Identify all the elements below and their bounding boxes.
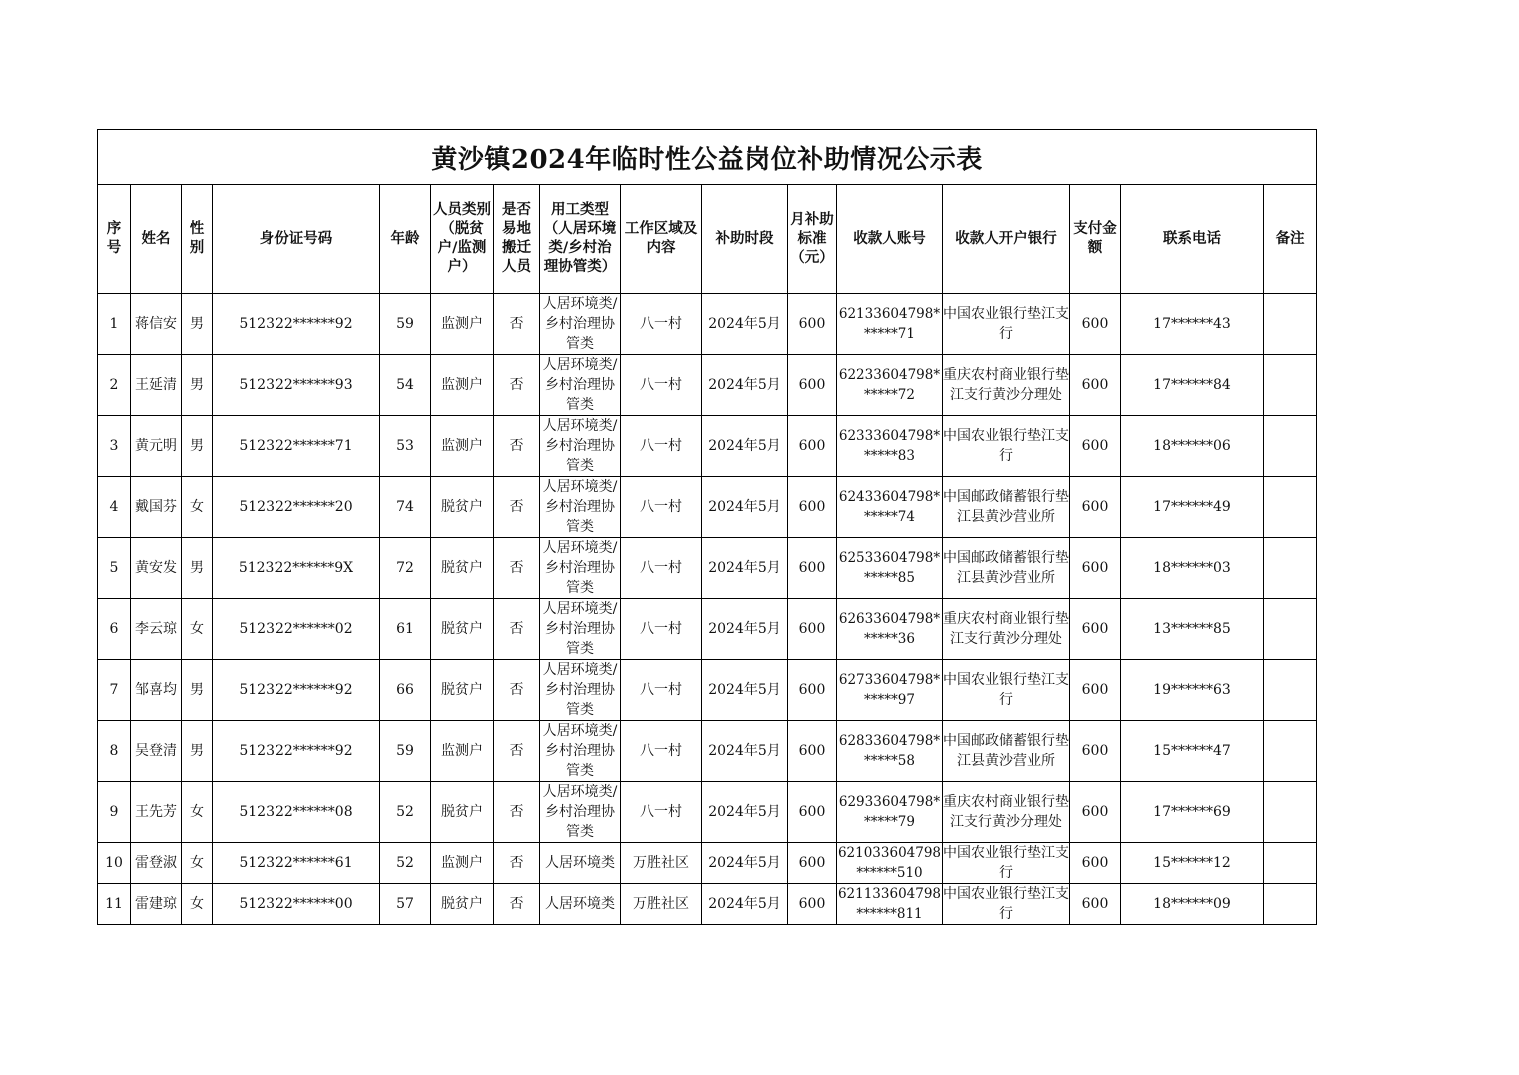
cell-period: 2024年5月 [702, 538, 788, 599]
table-row [98, 843, 1317, 884]
cell-amount: 600 [1070, 721, 1121, 782]
cell-age: 57 [380, 884, 431, 925]
cell-note [1264, 538, 1317, 599]
cell-category: 脱贫户 [431, 599, 494, 660]
cell-monthly-standard: 600 [788, 782, 837, 843]
cell-phone: 15******47 [1121, 721, 1264, 782]
cell-bank: 中国邮政储蓄银行垫江县黄沙营业所 [943, 538, 1070, 599]
cell-gender: 男 [182, 416, 213, 477]
cell-no: 6 [98, 599, 131, 660]
cell-work-area: 八一村 [621, 782, 702, 843]
cell-category: 脱贫户 [431, 782, 494, 843]
cell-id-number: 512322******02 [213, 599, 380, 660]
header-id-number: 身份证号码 [213, 185, 380, 294]
cell-work-area: 八一村 [621, 355, 702, 416]
cell-period: 2024年5月 [702, 721, 788, 782]
cell-phone: 17******49 [1121, 477, 1264, 538]
cell-relocated: 否 [494, 538, 540, 599]
cell-name: 李云琼 [131, 599, 182, 660]
cell-monthly-standard: 600 [788, 294, 837, 355]
cell-monthly-standard: 600 [788, 416, 837, 477]
cell-name: 蒋信安 [131, 294, 182, 355]
cell-account: 62233604798******72 [837, 355, 943, 416]
cell-name: 雷建琼 [131, 884, 182, 925]
table-row [98, 538, 1317, 599]
cell-bank: 中国邮政储蓄银行垫江县黄沙营业所 [943, 721, 1070, 782]
cell-relocated: 否 [494, 477, 540, 538]
cell-period: 2024年5月 [702, 660, 788, 721]
cell-period: 2024年5月 [702, 843, 788, 884]
cell-account: 62933604798******79 [837, 782, 943, 843]
cell-amount: 600 [1070, 843, 1121, 884]
table-row [98, 660, 1317, 721]
cell-id-number: 512322******00 [213, 884, 380, 925]
table-row [98, 721, 1317, 782]
header-work-area: 工作区域及内容 [621, 185, 702, 294]
cell-note [1264, 782, 1317, 843]
public-notice-sheet [97, 129, 1317, 925]
cell-period: 2024年5月 [702, 884, 788, 925]
cell-account: 62533604798******85 [837, 538, 943, 599]
cell-id-number: 512322******92 [213, 294, 380, 355]
cell-phone: 18******03 [1121, 538, 1264, 599]
cell-no: 10 [98, 843, 131, 884]
cell-job-type: 人居环境类 [540, 843, 621, 884]
cell-job-type: 人居环境类/乡村治理协管类 [540, 355, 621, 416]
cell-gender: 男 [182, 355, 213, 416]
cell-phone: 17******69 [1121, 782, 1264, 843]
cell-bank: 中国农业银行垫江支行 [943, 884, 1070, 925]
cell-amount: 600 [1070, 884, 1121, 925]
cell-name: 戴国芬 [131, 477, 182, 538]
table-row [98, 477, 1317, 538]
cell-monthly-standard: 600 [788, 355, 837, 416]
cell-name: 王延清 [131, 355, 182, 416]
cell-work-area: 八一村 [621, 294, 702, 355]
cell-relocated: 否 [494, 355, 540, 416]
header-category: 人员类别（脱贫户/监测户） [431, 185, 494, 294]
cell-account: 62433604798******74 [837, 477, 943, 538]
cell-monthly-standard: 600 [788, 884, 837, 925]
cell-category: 监测户 [431, 355, 494, 416]
cell-id-number: 512322******08 [213, 782, 380, 843]
cell-age: 72 [380, 538, 431, 599]
cell-no: 9 [98, 782, 131, 843]
cell-age: 52 [380, 782, 431, 843]
cell-note [1264, 884, 1317, 925]
cell-work-area: 八一村 [621, 599, 702, 660]
cell-age: 74 [380, 477, 431, 538]
cell-category: 监测户 [431, 843, 494, 884]
cell-bank: 重庆农村商业银行垫江支行黄沙分理处 [943, 355, 1070, 416]
header-monthly-standard: 月补助标准（元） [788, 185, 837, 294]
cell-bank: 中国邮政储蓄银行垫江县黄沙营业所 [943, 477, 1070, 538]
cell-work-area: 八一村 [621, 538, 702, 599]
header-job-type: 用工类型（人居环境类/乡村治理协管类） [540, 185, 621, 294]
cell-account: 62133604798******71 [837, 294, 943, 355]
cell-phone: 18******06 [1121, 416, 1264, 477]
cell-account: 62833604798******58 [837, 721, 943, 782]
cell-no: 8 [98, 721, 131, 782]
cell-work-area: 八一村 [621, 477, 702, 538]
cell-amount: 600 [1070, 294, 1121, 355]
header-amount: 支付金额 [1070, 185, 1121, 294]
cell-phone: 18******09 [1121, 884, 1264, 925]
cell-category: 脱贫户 [431, 477, 494, 538]
cell-gender: 女 [182, 782, 213, 843]
cell-age: 59 [380, 721, 431, 782]
cell-note [1264, 355, 1317, 416]
cell-gender: 女 [182, 599, 213, 660]
table-row [98, 294, 1317, 355]
header-period: 补助时段 [702, 185, 788, 294]
cell-job-type: 人居环境类/乡村治理协管类 [540, 599, 621, 660]
cell-job-type: 人居环境类/乡村治理协管类 [540, 538, 621, 599]
cell-age: 59 [380, 294, 431, 355]
cell-phone: 19******63 [1121, 660, 1264, 721]
cell-bank: 重庆农村商业银行垫江支行黄沙分理处 [943, 599, 1070, 660]
cell-amount: 600 [1070, 660, 1121, 721]
header-relocated: 是否易地搬迁人员 [494, 185, 540, 294]
cell-job-type: 人居环境类/乡村治理协管类 [540, 477, 621, 538]
cell-work-area: 万胜社区 [621, 884, 702, 925]
cell-amount: 600 [1070, 782, 1121, 843]
cell-job-type: 人居环境类/乡村治理协管类 [540, 660, 621, 721]
header-account: 收款人账号 [837, 185, 943, 294]
header-gender: 性别 [182, 185, 213, 294]
cell-note [1264, 416, 1317, 477]
cell-bank: 中国农业银行垫江支行 [943, 843, 1070, 884]
header-note: 备注 [1264, 185, 1317, 294]
cell-account: 621133604798******811 [837, 884, 943, 925]
cell-account: 62333604798******83 [837, 416, 943, 477]
cell-work-area: 八一村 [621, 721, 702, 782]
cell-account: 621033604798******510 [837, 843, 943, 884]
cell-relocated: 否 [494, 721, 540, 782]
cell-gender: 女 [182, 843, 213, 884]
cell-no: 1 [98, 294, 131, 355]
cell-phone: 17******43 [1121, 294, 1264, 355]
cell-period: 2024年5月 [702, 416, 788, 477]
cell-category: 监测户 [431, 294, 494, 355]
cell-amount: 600 [1070, 538, 1121, 599]
cell-gender: 女 [182, 884, 213, 925]
cell-age: 66 [380, 660, 431, 721]
header-phone: 联系电话 [1121, 185, 1264, 294]
cell-period: 2024年5月 [702, 294, 788, 355]
cell-name: 邹喜均 [131, 660, 182, 721]
cell-work-area: 八一村 [621, 416, 702, 477]
cell-bank: 重庆农村商业银行垫江支行黄沙分理处 [943, 782, 1070, 843]
cell-job-type: 人居环境类/乡村治理协管类 [540, 294, 621, 355]
header-no: 序号 [98, 185, 131, 294]
cell-note [1264, 294, 1317, 355]
cell-gender: 女 [182, 477, 213, 538]
cell-phone: 15******12 [1121, 843, 1264, 884]
cell-note [1264, 843, 1317, 884]
table-title: 黄沙镇2024年临时性公益岗位补助情况公示表 [98, 130, 1317, 185]
cell-relocated: 否 [494, 843, 540, 884]
cell-account: 62633604798******36 [837, 599, 943, 660]
cell-gender: 男 [182, 660, 213, 721]
header-age: 年龄 [380, 185, 431, 294]
table-row [98, 782, 1317, 843]
cell-note [1264, 599, 1317, 660]
cell-monthly-standard: 600 [788, 721, 837, 782]
cell-name: 黄安发 [131, 538, 182, 599]
cell-period: 2024年5月 [702, 599, 788, 660]
cell-category: 监测户 [431, 721, 494, 782]
cell-amount: 600 [1070, 355, 1121, 416]
cell-note [1264, 660, 1317, 721]
cell-age: 52 [380, 843, 431, 884]
cell-account: 62733604798******97 [837, 660, 943, 721]
cell-no: 11 [98, 884, 131, 925]
cell-monthly-standard: 600 [788, 538, 837, 599]
cell-amount: 600 [1070, 416, 1121, 477]
cell-monthly-standard: 600 [788, 660, 837, 721]
header-name: 姓名 [131, 185, 182, 294]
cell-category: 脱贫户 [431, 538, 494, 599]
cell-note [1264, 721, 1317, 782]
cell-relocated: 否 [494, 660, 540, 721]
subsidy-table [97, 129, 1317, 925]
cell-relocated: 否 [494, 416, 540, 477]
cell-bank: 中国农业银行垫江支行 [943, 294, 1070, 355]
cell-category: 脱贫户 [431, 660, 494, 721]
cell-age: 54 [380, 355, 431, 416]
cell-relocated: 否 [494, 884, 540, 925]
cell-id-number: 512322******93 [213, 355, 380, 416]
cell-name: 吴登清 [131, 721, 182, 782]
cell-id-number: 512322******61 [213, 843, 380, 884]
cell-id-number: 512322******71 [213, 416, 380, 477]
cell-name: 雷登淑 [131, 843, 182, 884]
header-bank: 收款人开户银行 [943, 185, 1070, 294]
cell-age: 61 [380, 599, 431, 660]
cell-job-type: 人居环境类 [540, 884, 621, 925]
header-row [98, 185, 1317, 294]
cell-monthly-standard: 600 [788, 477, 837, 538]
cell-gender: 男 [182, 538, 213, 599]
cell-job-type: 人居环境类/乡村治理协管类 [540, 416, 621, 477]
cell-phone: 17******84 [1121, 355, 1264, 416]
cell-name: 王先芳 [131, 782, 182, 843]
cell-note [1264, 477, 1317, 538]
cell-id-number: 512322******9X [213, 538, 380, 599]
cell-relocated: 否 [494, 782, 540, 843]
cell-period: 2024年5月 [702, 355, 788, 416]
cell-amount: 600 [1070, 599, 1121, 660]
cell-relocated: 否 [494, 294, 540, 355]
cell-id-number: 512322******20 [213, 477, 380, 538]
cell-phone: 13******85 [1121, 599, 1264, 660]
table-row [98, 355, 1317, 416]
cell-no: 5 [98, 538, 131, 599]
cell-age: 53 [380, 416, 431, 477]
cell-category: 脱贫户 [431, 884, 494, 925]
cell-category: 监测户 [431, 416, 494, 477]
cell-gender: 男 [182, 294, 213, 355]
table-row [98, 599, 1317, 660]
table-row [98, 884, 1317, 925]
cell-bank: 中国农业银行垫江支行 [943, 416, 1070, 477]
table-row [98, 416, 1317, 477]
cell-no: 4 [98, 477, 131, 538]
cell-job-type: 人居环境类/乡村治理协管类 [540, 721, 621, 782]
cell-no: 7 [98, 660, 131, 721]
cell-work-area: 万胜社区 [621, 843, 702, 884]
cell-monthly-standard: 600 [788, 599, 837, 660]
cell-gender: 男 [182, 721, 213, 782]
title-row [98, 130, 1317, 185]
cell-no: 2 [98, 355, 131, 416]
cell-job-type: 人居环境类/乡村治理协管类 [540, 782, 621, 843]
cell-work-area: 八一村 [621, 660, 702, 721]
cell-id-number: 512322******92 [213, 721, 380, 782]
cell-amount: 600 [1070, 477, 1121, 538]
cell-no: 3 [98, 416, 131, 477]
cell-period: 2024年5月 [702, 477, 788, 538]
cell-name: 黄元明 [131, 416, 182, 477]
cell-relocated: 否 [494, 599, 540, 660]
cell-period: 2024年5月 [702, 782, 788, 843]
cell-monthly-standard: 600 [788, 843, 837, 884]
cell-bank: 中国农业银行垫江支行 [943, 660, 1070, 721]
cell-id-number: 512322******92 [213, 660, 380, 721]
